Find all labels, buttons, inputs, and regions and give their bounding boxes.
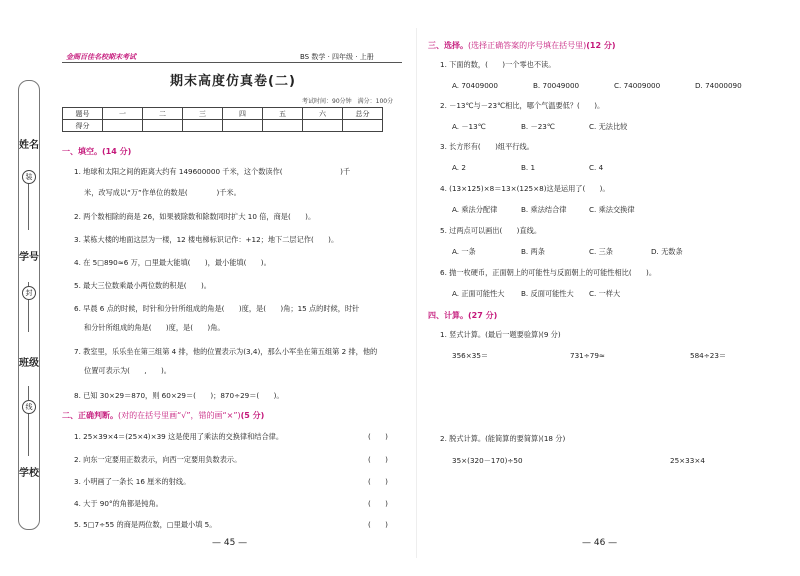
judge-answer-2[interactable]: ( )	[368, 455, 388, 464]
choice-option[interactable]: A. －13℃	[452, 122, 486, 131]
calc-part-2-note: (能简算的要简算)	[485, 434, 542, 443]
score-cell: 三	[183, 108, 223, 120]
choice-option[interactable]: A. 一条	[452, 247, 476, 256]
score-table-score-row	[63, 120, 383, 132]
header-rule	[62, 62, 402, 63]
choice-question-6: 6. 抛一枚硬币，正面朝上的可能性与反面朝上的可能性相比( )。	[440, 268, 657, 277]
calc-part-1-heading	[440, 330, 561, 340]
choice-option[interactable]: C. 无法比较	[589, 122, 628, 131]
score-entry[interactable]	[143, 120, 183, 132]
vertical-calc-3: 584÷23＝	[690, 351, 727, 360]
exam-info: 考试时间：90分钟 满分：100分	[302, 98, 394, 105]
score-entry[interactable]	[183, 120, 223, 132]
choice-option[interactable]: A. 70409000	[452, 81, 498, 90]
judge-item-5: 5. 5□7÷55 的商是两位数，□里最小填 5。	[74, 520, 217, 529]
choice-options-6	[452, 289, 620, 299]
choice-option[interactable]: C. 三条	[589, 247, 613, 256]
school-label: 学校	[19, 468, 39, 479]
judge-item-2: 2. 向东一定要用正数表示，向西一定要用负数表示。	[74, 455, 242, 464]
fill-question-8: 8. 已知 30×29＝870，则 60×29＝( )；870÷29＝( )。	[74, 391, 284, 400]
choice-question-5: 5. 过两点可以画出( )直线。	[440, 226, 542, 235]
choice-option[interactable]: C. 乘法交换律	[589, 205, 635, 214]
section3-heading	[428, 40, 615, 51]
section3-points: (12 分)	[586, 41, 616, 50]
calc-part-2-heading	[440, 434, 565, 444]
choice-option[interactable]: B. 两条	[521, 247, 545, 256]
score-cell: 五	[263, 108, 303, 120]
fill-question-7a: 7. 教室里，乐乐坐在第三组第 4 排，他的位置表示为(3,4)，那么小军坐在第五组第 2 排，他的	[74, 347, 378, 356]
section2-title: 二、正确判断。	[62, 411, 118, 420]
score-cell: 题号	[63, 108, 103, 120]
score-cell: 四	[223, 108, 263, 120]
fill-question-1b: 米，改写成以“万”作单位的数是( )千米。	[84, 188, 241, 197]
choice-option[interactable]: D. 无数条	[651, 247, 683, 256]
seal-mark-xian: 线	[22, 400, 36, 414]
score-table-header-row	[63, 108, 383, 120]
choice-option[interactable]: C. 74009000	[614, 81, 661, 90]
fill-question-5: 5. 最大三位数乘最小两位数的积是( )。	[74, 281, 211, 290]
choice-question-1: 1. 下面的数，( )一个零也不读。	[440, 60, 556, 69]
choice-question-4: 4. (13×125)×8＝13×(125×8)这是运用了( )。	[440, 184, 610, 193]
fill-question-6a: 6. 早晨 6 点的时候，时针和分针所组成的角是( )度，是( )角；15 点的时候，时针	[74, 304, 360, 313]
choice-options-3	[452, 163, 603, 172]
section2-note: (对的在括号里画“√”，错的画“×”)	[118, 411, 241, 420]
calc-part-1-note: (最后一题要验算)	[485, 330, 542, 339]
choice-option[interactable]: B. 1	[521, 163, 536, 172]
judge-item-4: 4. 大于 90°的角都是钝角。	[74, 499, 163, 508]
score-entry[interactable]	[303, 120, 343, 132]
choice-question-3: 3. 长方形有( )组平行线。	[440, 142, 534, 151]
section1-heading	[62, 146, 131, 157]
choice-options-5	[452, 247, 683, 257]
page-divider	[416, 28, 417, 558]
calc-part-1-points: (9 分)	[541, 330, 561, 339]
choice-option[interactable]: B. －23℃	[521, 122, 555, 131]
score-table	[62, 107, 383, 132]
judge-item-1: 1. 25×39×4＝(25×4)×39 这是使用了乘法的交换律和结合律。	[74, 432, 284, 441]
choice-option[interactable]: B. 乘法结合律	[521, 205, 567, 214]
choice-option[interactable]: A. 正面可能性大	[452, 289, 505, 298]
score-cell: 二	[143, 108, 183, 120]
choice-option[interactable]: A. 2	[452, 163, 466, 172]
score-cell: 一	[103, 108, 143, 120]
section4-points: (27 分)	[468, 311, 498, 320]
series-name: 金阁百佳名校期末考试	[66, 53, 136, 61]
judge-answer-1[interactable]: ( )	[368, 432, 388, 441]
judge-answer-5[interactable]: ( )	[368, 520, 388, 529]
judge-answer-4[interactable]: ( )	[368, 499, 388, 508]
seal-mark-feng: 封	[22, 286, 36, 300]
vertical-calc-1: 356×35＝	[452, 351, 489, 360]
judge-answer-3[interactable]: ( )	[368, 477, 388, 486]
vertical-calc-2: 731÷79≈	[570, 351, 605, 360]
fill-question-3: 3. 某栋大楼的地面这层为一楼，12 楼电梯标识记作：+12；地下二层记作( )。	[74, 235, 339, 244]
page-number-right: — 46 —	[582, 538, 618, 548]
section4-title: 四、计算。	[428, 311, 468, 320]
fill-question-4: 4. 在 5□890≈6 万，□里最大能填( )，最小能填( )。	[74, 258, 271, 267]
edition-label: BS 数学 · 四年级 · 上册	[300, 53, 374, 61]
choice-options-1	[452, 81, 742, 90]
page-title: 期末高度仿真卷(二)	[170, 74, 296, 89]
section2-points: (5 分)	[240, 411, 265, 420]
score-entry[interactable]	[263, 120, 303, 132]
choice-question-2: 2. －13℃与－23℃相比，哪个气温要低？( )。	[440, 101, 605, 110]
section3-title: 三、选择。	[428, 41, 468, 50]
judge-item-3: 3. 小明画了一条长 16 厘米的射线。	[74, 477, 191, 486]
choice-options-4	[452, 205, 635, 215]
choice-options-2	[452, 122, 627, 132]
page-number-left: — 45 —	[212, 538, 248, 548]
calc-part-1-title: 1. 竖式计算。	[440, 330, 486, 339]
choice-option[interactable]: A. 乘法分配律	[452, 205, 498, 214]
score-entry[interactable]	[343, 120, 383, 132]
fill-question-6b: 和分针所组成的角是( )度，是( )角。	[84, 323, 225, 332]
fill-question-2: 2. 两个数相除的商是 26，如果被除数和除数同时扩大 10 倍，商是( )。	[74, 212, 316, 221]
choice-option[interactable]: B. 反面可能性大	[521, 289, 574, 298]
score-cell: 总分	[343, 108, 383, 120]
section1-title: 一、填空。	[62, 147, 102, 156]
student-id-label: 学号	[19, 252, 39, 263]
name-label: 姓名	[19, 140, 39, 151]
class-label: 班级	[19, 358, 39, 369]
calc-part-2-title: 2. 脱式计算。	[440, 434, 486, 443]
stepwise-calc-1: 35×(320－170)÷50	[452, 456, 523, 465]
section4-heading	[428, 310, 497, 321]
fill-question-1a: 1. 地球和太阳之间的距离大约有 149600000 千米，这个数读作( )千	[74, 167, 351, 176]
choice-option[interactable]: C. 4	[589, 163, 604, 172]
calc-part-2-points: (18 分)	[541, 434, 566, 443]
section3-note: (选择正确答案的序号填在括号里)	[468, 41, 587, 50]
score-row-label: 得分	[63, 120, 103, 132]
choice-option[interactable]: B. 70049000	[533, 81, 580, 90]
section2-heading	[62, 410, 264, 421]
fill-question-7b: 位置可表示为( , )。	[84, 366, 171, 375]
choice-option[interactable]: C. 一样大	[589, 289, 621, 298]
section1-points: (14 分)	[102, 147, 132, 156]
choice-option[interactable]: D. 74000090	[695, 81, 742, 90]
stepwise-calc-2: 25×33×4	[670, 456, 705, 465]
class-line	[28, 386, 29, 456]
seal-mark-zhuang: 装	[22, 170, 36, 184]
score-cell: 六	[303, 108, 343, 120]
score-entry[interactable]	[103, 120, 143, 132]
score-entry[interactable]	[223, 120, 263, 132]
